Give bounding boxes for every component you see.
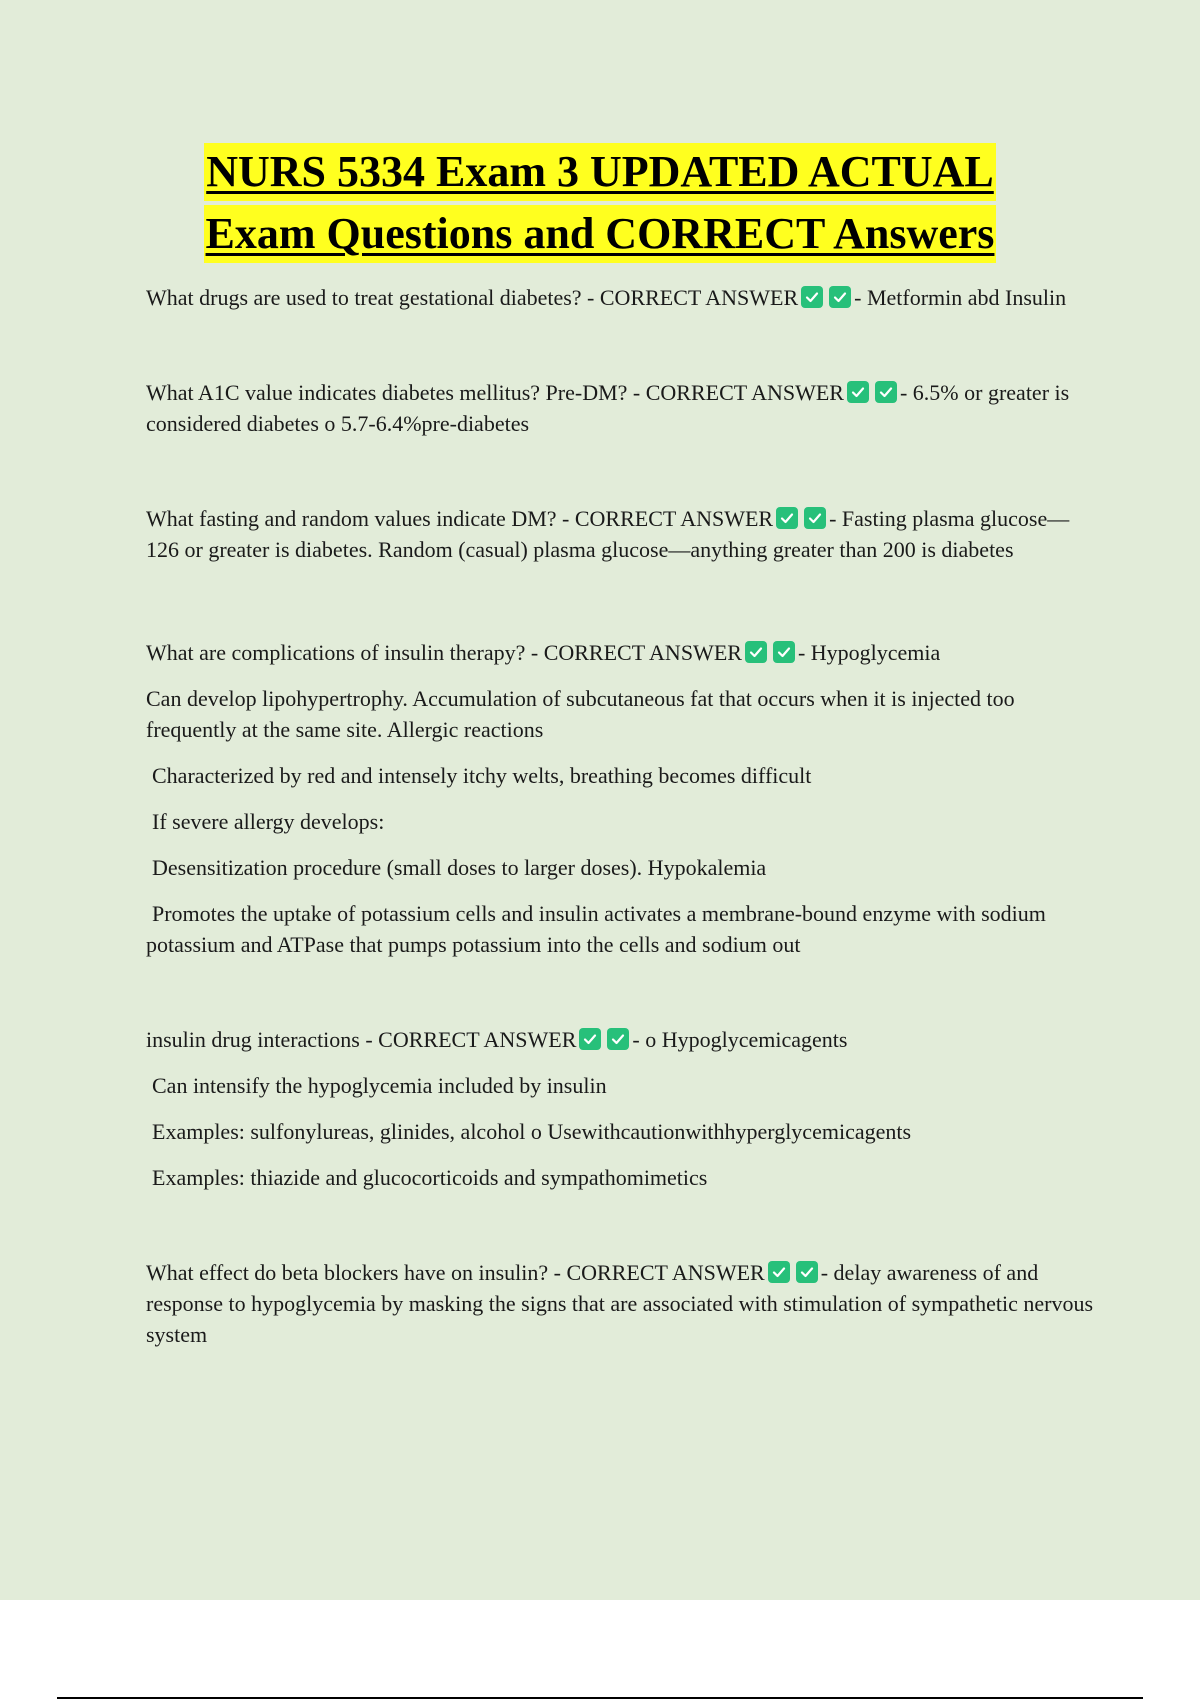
check-mark-icon [776,507,798,529]
answer-detail: Desensitization procedure (small doses to larger doses). Hypokalemia [152,855,767,880]
question-text: What fasting and random values indicate DM? - CORRECT ANSWER [146,506,774,531]
answer-detail: If severe allergy develops: [152,809,385,834]
page-divider [57,1697,1143,1699]
check-mark-icon [875,381,897,403]
qa-question-answer [146,1024,1096,1055]
qa-question-answer [146,503,1096,565]
qa-question-answer [146,637,1096,668]
check-mark-icon [829,286,851,308]
check-mark-icon [847,381,869,403]
qa-item [146,503,1096,565]
title-line-2: Exam Questions and CORRECT Answers [204,205,997,263]
answer-text: - Metformin abd Insulin [854,285,1067,310]
qa-question-answer [146,377,1096,439]
answer-text: - delay awareness of and response to hypoglycemia by masking the signs that are associated with stimulation of sympathetic nervous system [146,1260,1094,1347]
qa-item [146,377,1096,439]
check-mark-icon [804,507,826,529]
answer-detail: Examples: thiazide and glucocorticoids and sympathomimetics [152,1165,708,1190]
question-text: What are complications of insulin therapy? - CORRECT ANSWER [146,640,742,665]
check-mark-icon [768,1261,790,1283]
check-mark-icon [607,1028,629,1050]
question-text: What drugs are used to treat gestational diabetes? - CORRECT ANSWER [146,285,799,310]
answer-text: - Hypoglycemia [797,640,941,665]
check-mark-icon [796,1261,818,1283]
question-text: What A1C value indicates diabetes mellitus? Pre-DM? - CORRECT ANSWER [146,380,844,405]
question-text: insulin drug interactions - CORRECT ANSWER [146,1027,577,1052]
answer-detail: Examples: sulfonylureas, glinides, alcohol o Usewithcautionwithhyperglycemicagents [152,1119,912,1144]
answer-detail: Promotes the uptake of potassium cells and insulin activates a membrane-bound enzyme with sodium potassium and ATPase that pumps potassium into the cells and sodium out [146,901,1046,957]
document-title [0,143,1200,267]
answer-detail: Can intensify the hypoglycemia included by insulin [152,1073,607,1098]
check-mark-icon [801,286,823,308]
answer-detail: Characterized by red and intensely itchy welts, breathing becomes difficult [152,763,812,788]
check-mark-icon [773,641,795,663]
question-text: What effect do beta blockers have on insulin? - CORRECT ANSWER [146,1260,765,1285]
qa-question-answer [146,282,1096,313]
check-mark-icon [579,1028,601,1050]
check-mark-icon [745,641,767,663]
qa-item [146,1257,1096,1350]
qa-question-answer [146,1257,1096,1350]
qa-item [146,1024,1096,1193]
title-line-1: NURS 5334 Exam 3 UPDATED ACTUAL [204,143,996,201]
answer-text: - 6.5% or greater is considered diabetes o 5.7-6.4%pre-diabetes [146,380,1070,436]
answer-text: - o Hypoglycemicagents [632,1027,848,1052]
qa-item [146,637,1096,960]
qa-list [146,282,1096,1350]
answer-detail: Can develop lipohypertrophy. Accumulation of subcutaneous fat that occurs when it is injected too frequently at the same site. Allergic reactions [146,686,1015,742]
answer-text: - Fasting plasma glucose—126 or greater is diabetes. Random (casual) plasma glucose—anything greater than 200 is diabetes [146,506,1070,562]
qa-item [146,282,1096,313]
